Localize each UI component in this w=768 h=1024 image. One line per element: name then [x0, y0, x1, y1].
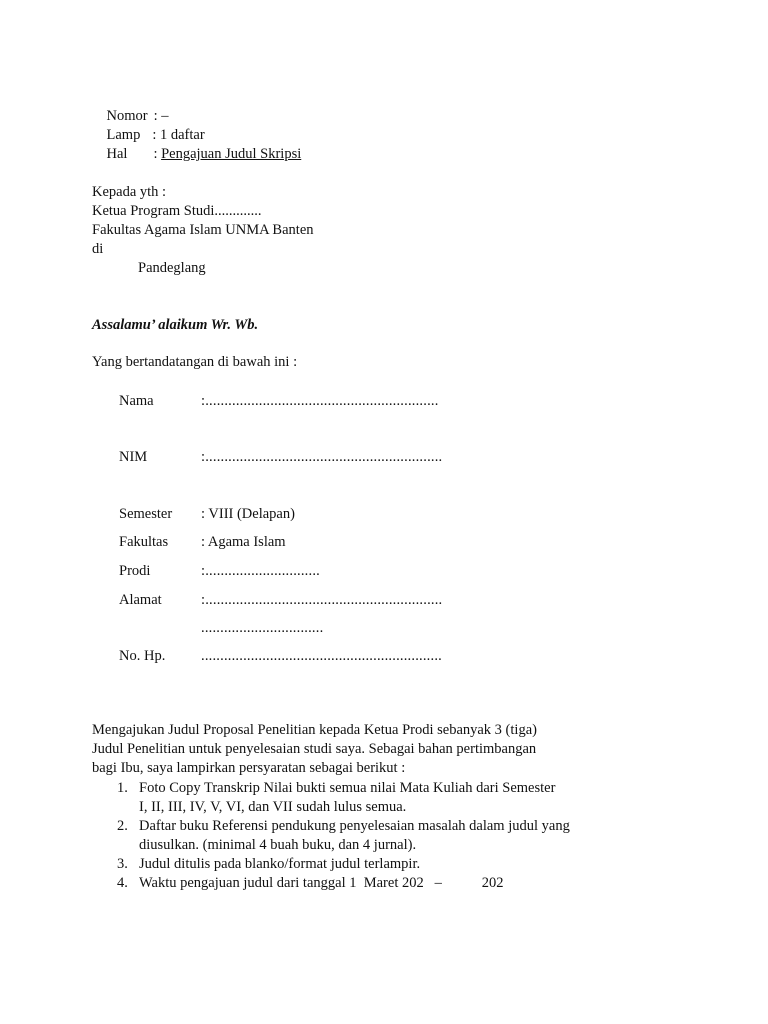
list-item-3-number: 3. [117, 856, 128, 872]
hp-field: ............................................................... [201, 648, 442, 664]
lamp-value: 1 daftar [159, 127, 205, 143]
hal-row: Hal : Pengajuan Judul Skripsi [106, 146, 302, 162]
recipient-line-4: di [92, 241, 104, 257]
nomor-value: – [161, 108, 169, 124]
prodi-field: :.............................. [201, 563, 320, 579]
greeting: Assalamu’ alaikum Wr. Wb. [92, 317, 259, 333]
nama-field: :............................................................. [201, 393, 439, 409]
semester-label: Semester [119, 506, 173, 522]
body-line-1: Mengajukan Judul Proposal Penelitian kepada Ketua Prodi sebanyak 3 (tiga) [92, 722, 537, 738]
body-line-3: bagi Ibu, saya lampirkan persyaratan sebagai berikut : [92, 760, 406, 776]
recipient-line-3: Fakultas Agama Islam UNMA Banten [92, 222, 314, 238]
hal-label: Hal [106, 146, 128, 162]
alamat-label: Alamat [119, 592, 162, 608]
prodi-label: Prodi [119, 563, 151, 579]
list-item-2-line-1: Daftar buku Referensi pendukung penyelesaian masalah dalam judul yang [139, 818, 570, 834]
nim-field: :.............................................................. [201, 449, 443, 465]
recipient-line-5: Pandeglang [138, 260, 206, 276]
alamat-field: :.............................................................. [201, 592, 443, 608]
list-item-4-number: 4. [117, 875, 128, 891]
list-item-1-line-2: I, II, III, IV, V, VI, dan VII sudah lulus semua. [139, 799, 407, 815]
body-line-2: Judul Penelitian untuk penyelesaian studi saya. Sebagai bahan pertimbangan [92, 741, 537, 757]
intro-text: Yang bertandatangan di bawah ini : [92, 354, 298, 370]
list-item-2-number: 2. [117, 818, 128, 834]
semester-value: : VIII (Delapan) [201, 506, 295, 522]
list-item-1-number: 1. [117, 780, 128, 796]
lamp-label: Lamp [106, 127, 141, 143]
list-item-2-line-2: diusulkan. (minimal 4 buah buku, dan 4 jurnal). [139, 837, 417, 853]
recipient-line-2: Ketua Program Studi............. [92, 203, 262, 219]
list-item-1-line-1: Foto Copy Transkrip Nilai bukti semua nilai Mata Kuliah dari Semester [139, 780, 556, 796]
list-item-4-line-1: Waktu pengajuan judul dari tanggal 1 Maret 202 – 202 [139, 875, 504, 891]
lamp-row: Lamp : 1 daftar [106, 127, 205, 143]
alamat-field-line-2: ................................ [201, 620, 324, 636]
hal-value: Pengajuan Judul Skripsi [161, 146, 302, 162]
hp-label: No. Hp. [119, 648, 166, 664]
nama-label: Nama [119, 393, 154, 409]
nomor-row: Nomor : – [106, 108, 169, 124]
nim-label: NIM [119, 449, 148, 465]
fakultas-value: : Agama Islam [201, 534, 286, 550]
list-item-3-line-1: Judul ditulis pada blanko/format judul terlampir. [139, 856, 421, 872]
recipient-line-1: Kepada yth : [92, 184, 167, 200]
fakultas-label: Fakultas [119, 534, 169, 550]
nomor-label: Nomor [106, 108, 148, 124]
